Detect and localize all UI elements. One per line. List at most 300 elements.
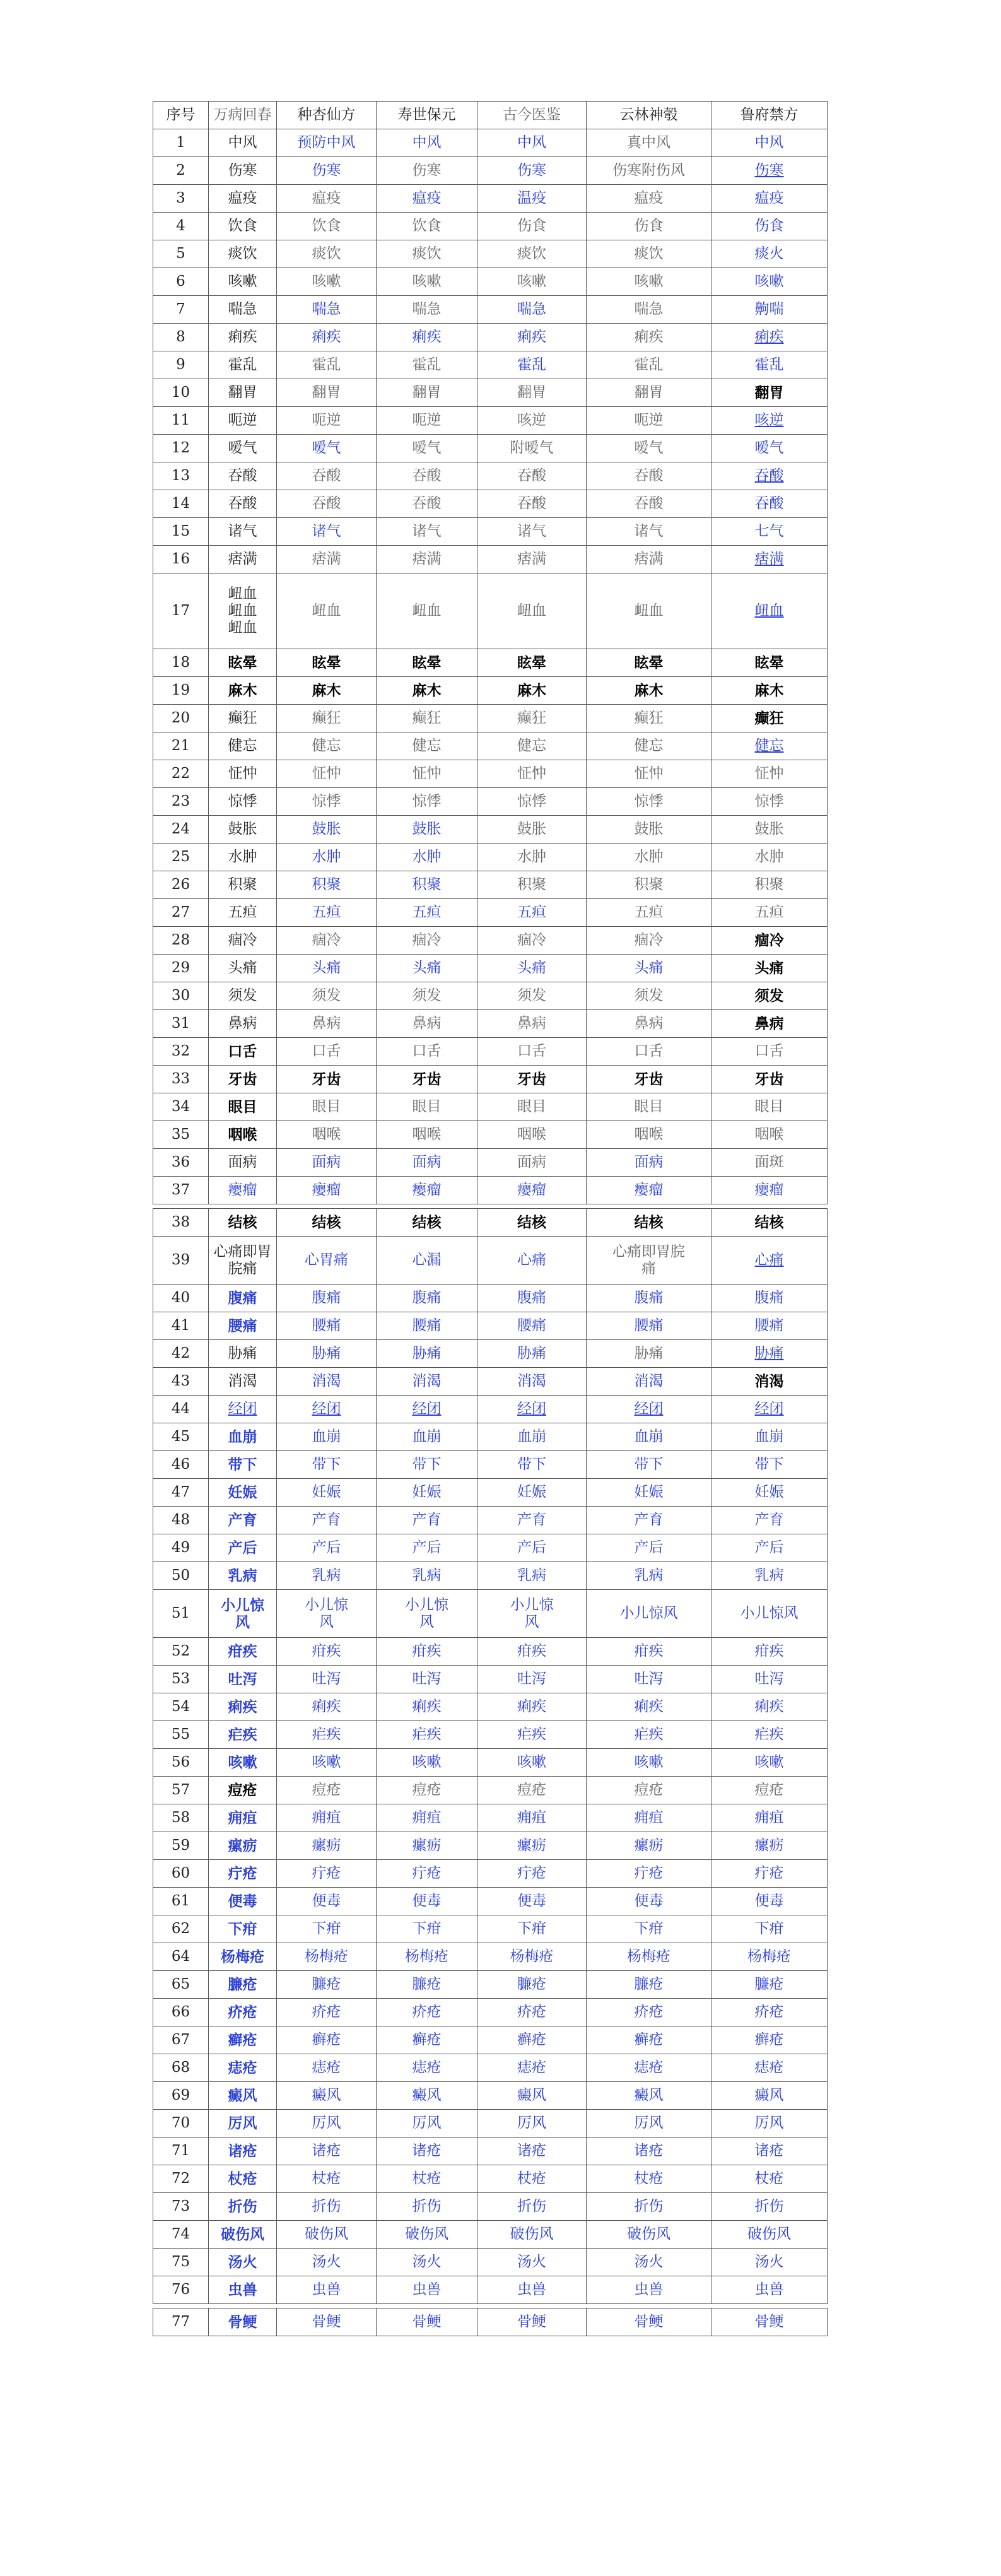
table-row <box>153 1804 828 1832</box>
cell-gujin-yijian: 癫狂 <box>477 705 587 732</box>
cell-zhongxing-xianfang: 翻胃 <box>277 379 377 407</box>
cell-yunlin-shengou: 疔疮 <box>587 1860 711 1888</box>
cell-wanbing-huichun: 咳嗽 <box>209 1749 277 1777</box>
cell-row-number: 53 <box>153 1666 209 1693</box>
cell-yunlin-shengou: 疥疮 <box>587 1999 711 2026</box>
cell-wanbing-huichun: 疔疮 <box>209 1860 277 1888</box>
cell-gujin-yijian: 疔疮 <box>477 1860 587 1888</box>
cell-gujin-yijian: 伤食 <box>477 213 587 240</box>
cell-wanbing-huichun: 疟疾 <box>209 1721 277 1749</box>
cell-row-number: 22 <box>153 760 209 788</box>
cell-yunlin-shengou: 咽喉 <box>587 1121 711 1149</box>
table-row <box>153 379 828 407</box>
block-gap <box>153 2304 828 2308</box>
cell-gujin-yijian: 喘急 <box>477 296 587 324</box>
cell-gujin-yijian: 厉风 <box>477 2110 587 2138</box>
cell-yunlin-shengou: 翻胃 <box>587 379 711 407</box>
cell-zhongxing-xianfang: 痘疮 <box>277 1777 377 1804</box>
cell-zhongxing-xianfang: 霍乱 <box>277 351 377 379</box>
cell-wanbing-huichun: 虫兽 <box>209 2276 277 2304</box>
cell-gujin-yijian: 乳病 <box>477 1562 587 1590</box>
cell-wanbing-huichun: 乳病 <box>209 1562 277 1590</box>
cell-lufu-jinfang: 疥疮 <box>711 1999 828 2026</box>
cell-gujin-yijian: 吞酸 <box>477 462 587 490</box>
cell-lufu-jinfang: 妊娠 <box>711 1479 828 1507</box>
cell-zhongxing-xianfang: 痢疾 <box>277 324 377 351</box>
cell-zhongxing-xianfang: 咳嗽 <box>277 1749 377 1777</box>
table-body <box>153 102 828 2336</box>
cell-lufu-jinfang: 乳病 <box>711 1562 828 1590</box>
cell-yunlin-shengou: 痘疮 <box>587 1777 711 1804</box>
cell-yunlin-shengou: 伤食 <box>587 213 711 240</box>
cell-lufu-jinfang: 头痛 <box>711 955 828 982</box>
table-row <box>153 462 828 490</box>
cell-shoushi-baoyuan: 胁痛 <box>377 1340 477 1368</box>
cell-wanbing-huichun: 麻木 <box>209 677 277 705</box>
cell-yunlin-shengou: 便毒 <box>587 1888 711 1915</box>
table-row <box>153 1038 828 1066</box>
cell-shoushi-baoyuan: 瘰疬 <box>377 1832 477 1860</box>
cell-yunlin-shengou: 瘟疫 <box>587 185 711 213</box>
cell-shoushi-baoyuan: 破伤风 <box>377 2221 477 2249</box>
cell-lufu-jinfang: 痢疾 <box>711 324 828 351</box>
cell-wanbing-huichun: 痰饮 <box>209 240 277 268</box>
cell-yunlin-shengou: 健忘 <box>587 732 711 760</box>
table-row <box>153 1638 828 1666</box>
cell-row-number: 69 <box>153 2082 209 2110</box>
cell-row-number: 39 <box>153 1237 209 1285</box>
cell-lufu-jinfang: 翻胃 <box>711 379 828 407</box>
cell-wanbing-huichun: 胁痛 <box>209 1340 277 1368</box>
table-row <box>153 2165 828 2193</box>
cell-lufu-jinfang: 瘰疬 <box>711 1832 828 1860</box>
cell-gujin-yijian: 口舌 <box>477 1038 587 1066</box>
cell-shoushi-baoyuan: 癫狂 <box>377 705 477 732</box>
cell-wanbing-huichun: 饮食 <box>209 213 277 240</box>
cell-shoushi-baoyuan: 呃逆 <box>377 407 477 435</box>
cell-shoushi-baoyuan: 腹痛 <box>377 1285 477 1312</box>
cell-zhongxing-xianfang: 汤火 <box>277 2249 377 2276</box>
cell-gujin-yijian: 痞满 <box>477 546 587 573</box>
cell-row-number: 35 <box>153 1121 209 1149</box>
cell-gujin-yijian: 伤寒 <box>477 157 587 185</box>
cell-row-number: 18 <box>153 649 209 677</box>
cell-lufu-jinfang: 痰火 <box>711 240 828 268</box>
cell-lufu-jinfang: 健忘 <box>711 732 828 760</box>
cell-row-number: 54 <box>153 1693 209 1721</box>
cell-wanbing-huichun: 鼻病 <box>209 1010 277 1038</box>
table-row <box>153 1237 828 1285</box>
cell-lufu-jinfang: 腹痛 <box>711 1285 828 1312</box>
cell-wanbing-huichun: 下疳 <box>209 1915 277 1943</box>
cell-lufu-jinfang: 吞酸 <box>711 462 828 490</box>
cell-row-number: 12 <box>153 435 209 462</box>
table-row <box>153 1396 828 1423</box>
cell-wanbing-huichun: 诸疮 <box>209 2138 277 2165</box>
cell-shoushi-baoyuan: 麻木 <box>377 677 477 705</box>
cell-shoushi-baoyuan: 须发 <box>377 982 477 1010</box>
cell-zhongxing-xianfang: 水肿 <box>277 844 377 871</box>
cell-zhongxing-xianfang: 眼目 <box>277 1093 377 1121</box>
cell-yunlin-shengou: 诸气 <box>587 518 711 546</box>
cell-wanbing-huichun: 厉风 <box>209 2110 277 2138</box>
cell-row-number: 50 <box>153 1562 209 1590</box>
cell-wanbing-huichun: 翻胃 <box>209 379 277 407</box>
cell-wanbing-huichun: 带下 <box>209 1451 277 1479</box>
cell-shoushi-baoyuan: 痼冷 <box>377 927 477 955</box>
cell-yunlin-shengou: 眼目 <box>587 1093 711 1121</box>
cell-row-number: 72 <box>153 2165 209 2193</box>
cell-yunlin-shengou: 痼冷 <box>587 927 711 955</box>
cell-wanbing-huichun: 癜风 <box>209 2082 277 2110</box>
cell-wanbing-huichun: 吞酸 <box>209 490 277 518</box>
table-row <box>153 955 828 982</box>
cell-gujin-yijian: 腰痛 <box>477 1312 587 1340</box>
table-row <box>153 2110 828 2138</box>
cell-shoushi-baoyuan: 臁疮 <box>377 1971 477 1999</box>
cell-shoushi-baoyuan: 诸疮 <box>377 2138 477 2165</box>
cell-wanbing-huichun: 咳嗽 <box>209 268 277 296</box>
cell-row-number: 59 <box>153 1832 209 1860</box>
cell-gujin-yijian: 疳疾 <box>477 1638 587 1666</box>
table-row <box>153 2054 828 2082</box>
cell-yunlin-shengou: 衄血 <box>587 573 711 649</box>
cell-gujin-yijian: 麻木 <box>477 677 587 705</box>
cell-row-number: 15 <box>153 518 209 546</box>
cell-wanbing-huichun: 心痛即胃 脘痛 <box>209 1237 277 1285</box>
cell-lufu-jinfang: 霍乱 <box>711 351 828 379</box>
cell-gujin-yijian: 面病 <box>477 1149 587 1177</box>
cell-lufu-jinfang: 咳嗽 <box>711 268 828 296</box>
cell-wanbing-huichun: 血崩 <box>209 1423 277 1451</box>
cell-gujin-yijian: 癣疮 <box>477 2026 587 2054</box>
cell-wanbing-huichun: 结核 <box>209 1209 277 1237</box>
cell-zhongxing-xianfang: 破伤风 <box>277 2221 377 2249</box>
table-row <box>153 732 828 760</box>
gap-cell <box>153 1204 828 1209</box>
cell-lufu-jinfang: 咽喉 <box>711 1121 828 1149</box>
cell-shoushi-baoyuan: 翻胃 <box>377 379 477 407</box>
cell-row-number: 77 <box>153 2308 209 2336</box>
cell-row-number: 21 <box>153 732 209 760</box>
cell-wanbing-huichun: 痘疮 <box>209 1777 277 1804</box>
cell-zhongxing-xianfang: 痣疮 <box>277 2054 377 2082</box>
cell-row-number: 20 <box>153 705 209 732</box>
cell-wanbing-huichun: 疥疮 <box>209 1999 277 2026</box>
cell-yunlin-shengou: 心痛即胃脘 痛 <box>587 1237 711 1285</box>
cell-wanbing-huichun: 呃逆 <box>209 407 277 435</box>
cell-gujin-yijian: 心痛 <box>477 1237 587 1285</box>
cell-row-number: 8 <box>153 324 209 351</box>
table-row <box>153 2026 828 2054</box>
cell-yunlin-shengou: 咳嗽 <box>587 1749 711 1777</box>
cell-zhongxing-xianfang: 痼冷 <box>277 927 377 955</box>
cell-yunlin-shengou: 疳疾 <box>587 1638 711 1666</box>
cell-yunlin-shengou: 痢疾 <box>587 324 711 351</box>
cell-lufu-jinfang: 伤寒 <box>711 157 828 185</box>
cell-zhongxing-xianfang: 折伤 <box>277 2193 377 2221</box>
table-row <box>153 2221 828 2249</box>
cell-yunlin-shengou: 汤火 <box>587 2249 711 2276</box>
cell-row-number: 38 <box>153 1209 209 1237</box>
cell-wanbing-huichun: 牙齿 <box>209 1066 277 1093</box>
cell-yunlin-shengou: 破伤风 <box>587 2221 711 2249</box>
cell-gujin-yijian: 痣疮 <box>477 2054 587 2082</box>
cell-gujin-yijian: 积聚 <box>477 871 587 899</box>
cell-zhongxing-xianfang: 头痛 <box>277 955 377 982</box>
cell-zhongxing-xianfang: 杨梅疮 <box>277 1943 377 1971</box>
cell-yunlin-shengou: 杖疮 <box>587 2165 711 2193</box>
cell-shoushi-baoyuan: 痣疮 <box>377 2054 477 2082</box>
cell-lufu-jinfang: 折伤 <box>711 2193 828 2221</box>
table-row <box>153 1832 828 1860</box>
table-row <box>153 2193 828 2221</box>
cell-shoushi-baoyuan: 消渴 <box>377 1368 477 1396</box>
cell-shoushi-baoyuan: 霍乱 <box>377 351 477 379</box>
cell-shoushi-baoyuan: 嗳气 <box>377 435 477 462</box>
cell-row-number: 57 <box>153 1777 209 1804</box>
cell-zhongxing-xianfang: 癫狂 <box>277 705 377 732</box>
table-row <box>153 1066 828 1093</box>
cell-shoushi-baoyuan: 疳疾 <box>377 1638 477 1666</box>
cell-row-number: 25 <box>153 844 209 871</box>
cell-row-number: 75 <box>153 2249 209 2276</box>
cell-lufu-jinfang: 痞满 <box>711 546 828 573</box>
cell-row-number: 3 <box>153 185 209 213</box>
cell-gujin-yijian: 胁痛 <box>477 1340 587 1368</box>
cell-gujin-yijian: 经闭 <box>477 1396 587 1423</box>
cell-gujin-yijian: 水肿 <box>477 844 587 871</box>
cell-gujin-yijian: 牙齿 <box>477 1066 587 1093</box>
cell-lufu-jinfang: 七气 <box>711 518 828 546</box>
cell-lufu-jinfang: 经闭 <box>711 1396 828 1423</box>
cell-wanbing-huichun: 须发 <box>209 982 277 1010</box>
cell-yunlin-shengou: 疟疾 <box>587 1721 711 1749</box>
cell-row-number: 11 <box>153 407 209 435</box>
cell-gujin-yijian: 带下 <box>477 1451 587 1479</box>
cell-row-number: 76 <box>153 2276 209 2304</box>
cell-shoushi-baoyuan: 癜风 <box>377 2082 477 2110</box>
table-row <box>153 157 828 185</box>
cell-gujin-yijian: 血崩 <box>477 1423 587 1451</box>
cell-shoushi-baoyuan: 痢疾 <box>377 1693 477 1721</box>
cell-lufu-jinfang: 结核 <box>711 1209 828 1237</box>
cell-shoushi-baoyuan: 面病 <box>377 1149 477 1177</box>
cell-shoushi-baoyuan: 癣疮 <box>377 2026 477 2054</box>
cell-zhongxing-xianfang: 心胃痛 <box>277 1237 377 1285</box>
header-zhongxing-xianfang: 种杏仙方 <box>277 102 377 129</box>
cell-lufu-jinfang: 吐泻 <box>711 1666 828 1693</box>
cell-zhongxing-xianfang: 痞满 <box>277 546 377 573</box>
cell-wanbing-huichun: 癫狂 <box>209 705 277 732</box>
cell-shoushi-baoyuan: 杖疮 <box>377 2165 477 2193</box>
cell-row-number: 73 <box>153 2193 209 2221</box>
cell-row-number: 31 <box>153 1010 209 1038</box>
cell-shoushi-baoyuan: 咳嗽 <box>377 268 477 296</box>
cell-gujin-yijian: 痘疮 <box>477 1777 587 1804</box>
cell-lufu-jinfang: 厉风 <box>711 2110 828 2138</box>
cell-lufu-jinfang: 鼻病 <box>711 1010 828 1038</box>
table-row <box>153 2276 828 2304</box>
cell-shoushi-baoyuan: 疟疾 <box>377 1721 477 1749</box>
cell-gujin-yijian: 痈疽 <box>477 1804 587 1832</box>
table-row <box>153 546 828 573</box>
cell-shoushi-baoyuan: 惊悸 <box>377 788 477 816</box>
header-wanbing-huichun: 万病回春 <box>209 102 277 129</box>
table-row <box>153 788 828 816</box>
cell-zhongxing-xianfang: 杖疮 <box>277 2165 377 2193</box>
cell-zhongxing-xianfang: 诸气 <box>277 518 377 546</box>
cell-zhongxing-xianfang: 瘟疫 <box>277 185 377 213</box>
cell-row-number: 33 <box>153 1066 209 1093</box>
cell-gujin-yijian: 汤火 <box>477 2249 587 2276</box>
cell-gujin-yijian: 妊娠 <box>477 1479 587 1507</box>
cell-gujin-yijian: 吞酸 <box>477 490 587 518</box>
cell-lufu-jinfang: 疳疾 <box>711 1638 828 1666</box>
cell-yunlin-shengou: 小儿惊风 <box>587 1590 711 1638</box>
cell-wanbing-huichun: 吐泻 <box>209 1666 277 1693</box>
cell-zhongxing-xianfang: 瘿瘤 <box>277 1177 377 1204</box>
cell-gujin-yijian: 痢疾 <box>477 324 587 351</box>
cell-wanbing-huichun: 嗳气 <box>209 435 277 462</box>
cell-row-number: 74 <box>153 2221 209 2249</box>
cell-shoushi-baoyuan: 虫兽 <box>377 2276 477 2304</box>
cell-lufu-jinfang: 血崩 <box>711 1423 828 1451</box>
cell-row-number: 47 <box>153 1479 209 1507</box>
cell-row-number: 5 <box>153 240 209 268</box>
cell-yunlin-shengou: 鼻病 <box>587 1010 711 1038</box>
table-row <box>153 1749 828 1777</box>
cell-zhongxing-xianfang: 疟疾 <box>277 1721 377 1749</box>
cell-wanbing-huichun: 诸气 <box>209 518 277 546</box>
table-row <box>153 490 828 518</box>
cell-shoushi-baoyuan: 血崩 <box>377 1423 477 1451</box>
cell-shoushi-baoyuan: 骨鲠 <box>377 2308 477 2336</box>
cell-zhongxing-xianfang: 疔疮 <box>277 1860 377 1888</box>
cell-yunlin-shengou: 霍乱 <box>587 351 711 379</box>
cell-wanbing-huichun: 折伤 <box>209 2193 277 2221</box>
cell-yunlin-shengou: 癣疮 <box>587 2026 711 2054</box>
cell-row-number: 42 <box>153 1340 209 1368</box>
cell-row-number: 17 <box>153 573 209 649</box>
cell-zhongxing-xianfang: 虫兽 <box>277 2276 377 2304</box>
table-row <box>153 296 828 324</box>
cell-yunlin-shengou: 腹痛 <box>587 1285 711 1312</box>
cell-zhongxing-xianfang: 疳疾 <box>277 1638 377 1666</box>
cell-wanbing-huichun: 痈疽 <box>209 1804 277 1832</box>
table-row <box>153 1121 828 1149</box>
cell-shoushi-baoyuan: 产后 <box>377 1534 477 1562</box>
cell-wanbing-huichun: 骨鲠 <box>209 2308 277 2336</box>
cell-zhongxing-xianfang: 吐泻 <box>277 1666 377 1693</box>
cell-gujin-yijian: 疥疮 <box>477 1999 587 2026</box>
header-row-number: 序号 <box>153 102 209 129</box>
cell-wanbing-huichun: 瘟疫 <box>209 185 277 213</box>
cell-lufu-jinfang: 痈疽 <box>711 1804 828 1832</box>
cell-lufu-jinfang: 臁疮 <box>711 1971 828 1999</box>
cell-wanbing-huichun: 瘰疬 <box>209 1832 277 1860</box>
cell-zhongxing-xianfang: 消渴 <box>277 1368 377 1396</box>
cell-zhongxing-xianfang: 口舌 <box>277 1038 377 1066</box>
cell-lufu-jinfang: 伤食 <box>711 213 828 240</box>
cell-lufu-jinfang: 疟疾 <box>711 1721 828 1749</box>
table-row <box>153 1693 828 1721</box>
cell-lufu-jinfang: 眼目 <box>711 1093 828 1121</box>
cell-row-number: 41 <box>153 1312 209 1340</box>
cell-zhongxing-xianfang: 衄血 <box>277 573 377 649</box>
table-row <box>153 871 828 899</box>
table-row <box>153 1943 828 1971</box>
cell-wanbing-huichun: 中风 <box>209 129 277 157</box>
cell-gujin-yijian: 产育 <box>477 1507 587 1534</box>
cell-shoushi-baoyuan: 怔忡 <box>377 760 477 788</box>
cell-gujin-yijian: 咽喉 <box>477 1121 587 1149</box>
table-row <box>153 1423 828 1451</box>
cell-row-number: 28 <box>153 927 209 955</box>
cell-row-number: 2 <box>153 157 209 185</box>
cell-row-number: 62 <box>153 1915 209 1943</box>
cell-zhongxing-xianfang: 呃逆 <box>277 407 377 435</box>
cell-zhongxing-xianfang: 癣疮 <box>277 2026 377 2054</box>
cell-row-number: 13 <box>153 462 209 490</box>
cell-wanbing-huichun: 臁疮 <box>209 1971 277 1999</box>
cell-zhongxing-xianfang: 鼻病 <box>277 1010 377 1038</box>
cell-lufu-jinfang: 惊悸 <box>711 788 828 816</box>
cell-gujin-yijian: 中风 <box>477 129 587 157</box>
cell-shoushi-baoyuan: 衄血 <box>377 573 477 649</box>
cell-gujin-yijian: 虫兽 <box>477 2276 587 2304</box>
cell-lufu-jinfang: 面斑 <box>711 1149 828 1177</box>
cell-gujin-yijian: 小儿惊 风 <box>477 1590 587 1638</box>
cell-wanbing-huichun: 衄血 衄血 衄血 <box>209 573 277 649</box>
cell-row-number: 45 <box>153 1423 209 1451</box>
cell-zhongxing-xianfang: 麻木 <box>277 677 377 705</box>
cell-wanbing-huichun: 消渴 <box>209 1368 277 1396</box>
cell-gujin-yijian: 惊悸 <box>477 788 587 816</box>
cell-yunlin-shengou: 产后 <box>587 1534 711 1562</box>
cell-zhongxing-xianfang: 臁疮 <box>277 1971 377 1999</box>
cell-zhongxing-xianfang: 下疳 <box>277 1915 377 1943</box>
cell-lufu-jinfang: 癜风 <box>711 2082 828 2110</box>
cell-gujin-yijian: 眩晕 <box>477 649 587 677</box>
cell-row-number: 49 <box>153 1534 209 1562</box>
cell-lufu-jinfang: 怔忡 <box>711 760 828 788</box>
table-row <box>153 1312 828 1340</box>
cell-wanbing-huichun: 瘿瘤 <box>209 1177 277 1204</box>
table-row <box>153 1479 828 1507</box>
cell-shoushi-baoyuan: 眩晕 <box>377 649 477 677</box>
cell-lufu-jinfang: 吞酸 <box>711 490 828 518</box>
cell-zhongxing-xianfang: 痰饮 <box>277 240 377 268</box>
table-row <box>153 1777 828 1804</box>
cell-shoushi-baoyuan: 诸气 <box>377 518 477 546</box>
cell-gujin-yijian: 眼目 <box>477 1093 587 1121</box>
table-row <box>153 240 828 268</box>
table-row <box>153 129 828 157</box>
cell-gujin-yijian: 产后 <box>477 1534 587 1562</box>
cell-zhongxing-xianfang: 小儿惊 风 <box>277 1590 377 1638</box>
cell-lufu-jinfang: 齁喘 <box>711 296 828 324</box>
cell-lufu-jinfang: 五疸 <box>711 899 828 927</box>
cell-zhongxing-xianfang: 妊娠 <box>277 1479 377 1507</box>
cell-lufu-jinfang: 瘟疫 <box>711 185 828 213</box>
cell-yunlin-shengou: 癫狂 <box>587 705 711 732</box>
cell-lufu-jinfang: 咳逆 <box>711 407 828 435</box>
cell-lufu-jinfang: 虫兽 <box>711 2276 828 2304</box>
cell-yunlin-shengou: 带下 <box>587 1451 711 1479</box>
cell-zhongxing-xianfang: 鼓胀 <box>277 816 377 844</box>
header-yunlin-shengou: 云林神彀 <box>587 102 711 129</box>
